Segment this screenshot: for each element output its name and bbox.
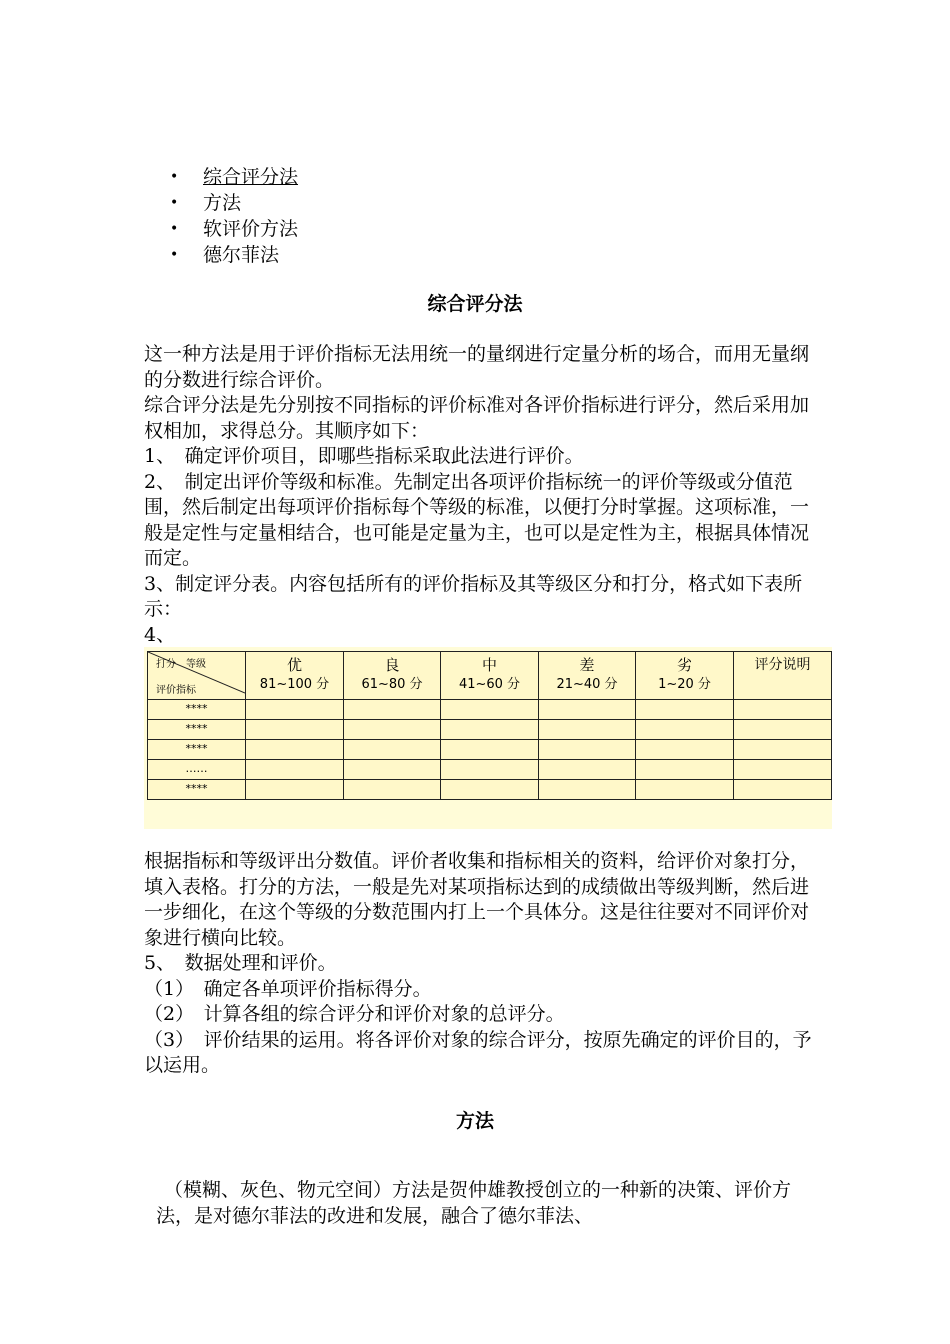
- toc-item-综合评分法[interactable]: [170, 164, 298, 190]
- paragraph: 这一种方法是用于评价指标无法用统一的量纲进行定量分析的场合，而用无量纲的分数进行综合评价。: [144, 343, 810, 391]
- paragraph: 综合评分法是先分别按不同指标的评价标准对各评价指标进行评分，然后采用加权相加，求得总分。其顺序如下：: [144, 394, 810, 442]
- indicator-cell: ****: [148, 780, 246, 800]
- section-heading: 综合评分法: [427, 293, 523, 315]
- toc-link[interactable]: 综合评分法: [203, 166, 299, 188]
- grade-header: 劣 1~20 分: [636, 652, 734, 700]
- paragraph: 3、制定评分表。内容包括所有的评价指标及其等级区分和打分，格式如下表所示：: [144, 572, 803, 620]
- explain-header: 评分说明: [734, 652, 832, 700]
- indicator-cell: ……: [148, 760, 246, 780]
- paragraph: 4、: [144, 623, 176, 646]
- indicator-cell: ****: [148, 740, 246, 760]
- score-table: [147, 651, 832, 800]
- corner-top-label: 打分 等级: [156, 659, 206, 670]
- grade-header: 差 21~40 分: [539, 652, 636, 700]
- indicator-cell: ****: [148, 700, 246, 720]
- table-row: [148, 760, 832, 780]
- paragraph: （2） 计算各组的综合评分和评价对象的总评分。: [144, 1003, 565, 1025]
- paragraph: 1、 确定评价项目，即哪些指标采取此法进行评价。: [144, 445, 584, 467]
- grade-header: 中 41~60 分: [441, 652, 539, 700]
- paragraph: 5、 数据处理和评价。: [144, 952, 337, 974]
- table-of-contents: [170, 164, 298, 268]
- corner-bottom-label: 评价指标: [156, 685, 196, 696]
- table-row: [148, 740, 832, 760]
- section-body: [144, 342, 812, 648]
- toc-item-德尔菲法: • 德尔菲法: [170, 242, 298, 268]
- paragraph: 根据指标和等级评出分数值。评价者收集和指标相关的资料，给评价对象打分，填入表格。打分的方法，一般是先对某项指标达到的成绩做出等级判断，然后进一步细化，在这个等级的分数范围内打上一个具体分。这是往往要对不同评价对象进行横向比较。: [144, 850, 810, 949]
- indicator-cell: ****: [148, 720, 246, 740]
- grade-header: 优 81~100 分: [246, 652, 344, 700]
- grade-header: 良 61~80 分: [344, 652, 441, 700]
- toc-item-方法: • 方法: [170, 190, 298, 216]
- section-body: [156, 1178, 816, 1229]
- paragraph: （1） 确定各单项评价指标得分。: [144, 977, 432, 1000]
- paragraph: 2、 制定出评价等级和标准。先制定出各项评价指标统一的评价等级或分值范围，然后制定出每项评价指标每个等级的标准，以便打分时掌握。这项标准，一般是定性与定量相结合，也可能是定量为主，也可以是定性为主，根据具体情况而定。: [144, 470, 810, 569]
- table-header-row: [148, 652, 832, 700]
- section-body: [144, 849, 812, 1079]
- paragraph: （模糊、灰色、物元空间）方法是贺仲雄教授创立的一种新的决策、评价方法，是对德尔菲法的改进和发展，融合了德尔菲法、: [156, 1179, 792, 1227]
- corner-cell: [148, 652, 246, 700]
- toc-item-软评价方法: • 软评价方法: [170, 216, 298, 242]
- table-row: [148, 720, 832, 740]
- paragraph: （3） 评价结果的运用。将各评价对象的综合评分，按原先确定的评价目的，予以运用。: [144, 1028, 812, 1076]
- score-table-figure: [144, 647, 832, 829]
- table-row: [148, 700, 832, 720]
- section-heading: 方法: [455, 1110, 494, 1132]
- table-row: [148, 780, 832, 800]
